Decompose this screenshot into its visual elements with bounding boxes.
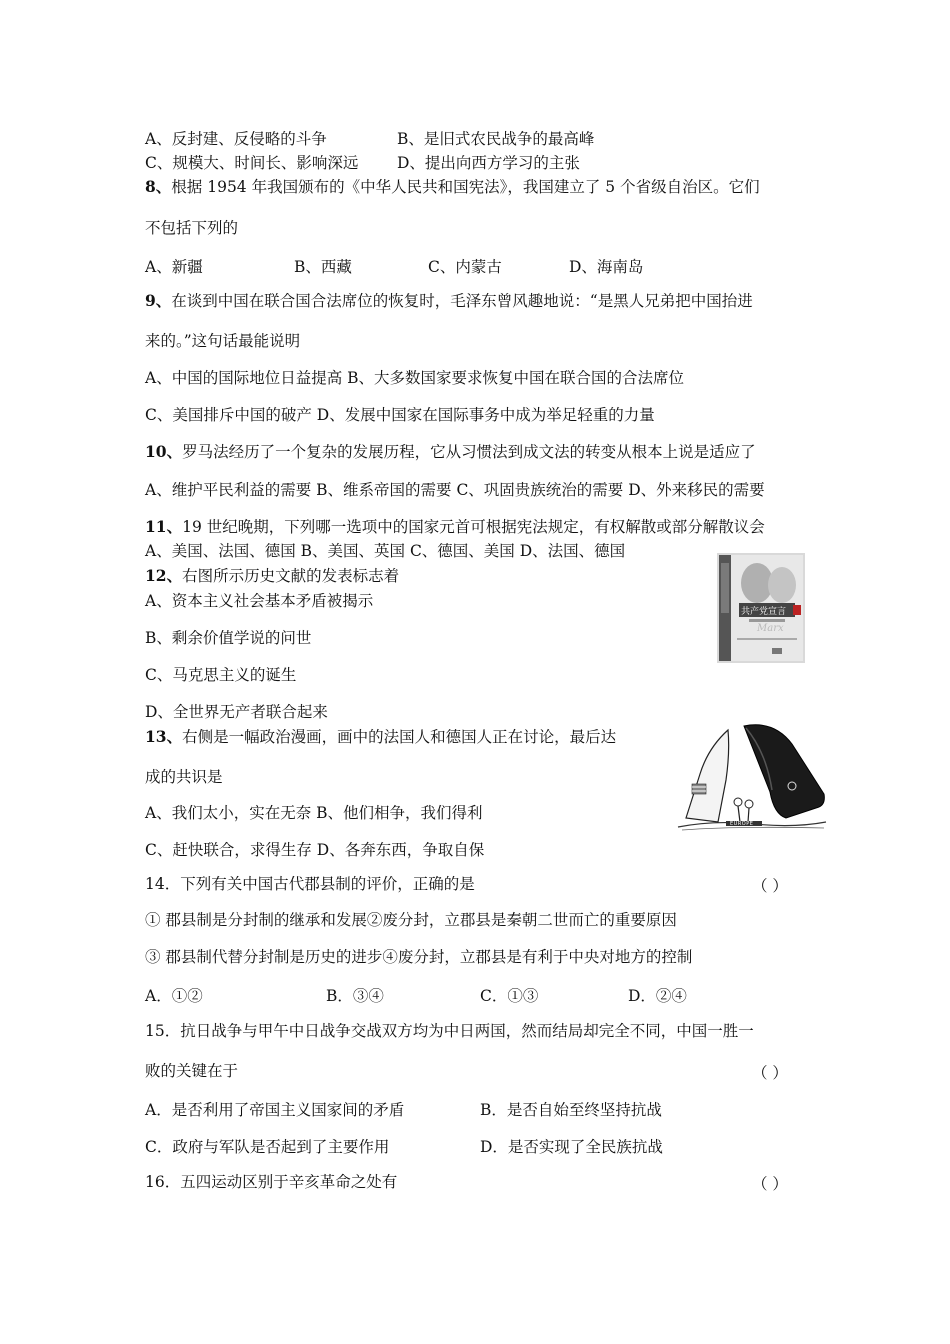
q12-number: 12、	[145, 566, 183, 585]
q11-number: 11、	[145, 517, 183, 536]
q12-option-c: C、马克思主义的诞生	[145, 666, 297, 684]
q12-stem-text: 右图所示历史文献的发表标志着	[182, 567, 400, 585]
q14-stem: 14．下列有关中国古代郡县制的评价，正确的是	[145, 875, 475, 893]
q13-number: 13、	[145, 727, 183, 746]
q8-stem-line2: 不包括下列的	[145, 219, 239, 237]
q8-stem-line1	[145, 177, 760, 197]
q12-option-d: D、全世界无产者联合起来	[145, 703, 328, 721]
book-spine-text: Marx	[757, 623, 784, 634]
q9-number: 9、	[145, 291, 172, 310]
q12-stem	[145, 566, 399, 586]
q13-stem-line1	[145, 727, 616, 747]
manifesto-book-image	[717, 553, 805, 663]
q10-stem	[145, 442, 756, 462]
q16-answer-blank: （ ）	[752, 1175, 788, 1193]
q13-stem-text: 右侧是一幅政治漫画，画中的法国人和德国人正在讨论，最后达	[182, 728, 617, 746]
q14-statements-line1: ① 郡县制是分封制的继承和发展②废分封，立郡县是秦朝二世而亡的重要原因	[145, 911, 677, 929]
q11-options: A、美国、法国、德国 B、美国、英国 C、德国、美国 D、法国、德国	[145, 542, 626, 560]
q8-option-d: D、海南岛	[569, 258, 644, 276]
q11-stem-text: 19 世纪晚期，下列哪一选项中的国家元首可根据宪法规定，有权解散或部分解散议会	[182, 518, 765, 536]
q8-option-b: B、西藏	[294, 258, 352, 276]
q12-option-b: B、剩余价值学说的问世	[145, 629, 312, 647]
q13-options-line2: C、赶快联合，求得生存 D、各奔东西，争取自保	[145, 841, 485, 859]
q10-options: A、维护平民利益的需要 B、维系帝国的需要 C、巩固贵族统治的需要 D、外来移民的需要	[145, 481, 765, 499]
q14-statements-line2: ③ 郡县制代替分封制是历史的进步④废分封，立郡县是有利于中央对地方的控制	[145, 948, 693, 966]
q9-stem-line1	[145, 291, 753, 311]
q12-option-a: A、资本主义社会基本矛盾被揭示	[145, 592, 374, 610]
cartoon-label-text: EUROPE	[730, 821, 754, 827]
q8-option-c: C、内蒙古	[428, 258, 502, 276]
q7-option-a: A、反封建、反侵略的斗争	[145, 130, 327, 148]
q14-option-c: C．①③	[480, 987, 539, 1005]
q10-number: 10、	[145, 442, 183, 461]
q15-answer-blank: （ ）	[752, 1064, 788, 1082]
q7-option-b: B、是旧式农民战争的最高峰	[397, 130, 595, 148]
q15-stem-line2: 败的关键在于	[145, 1062, 239, 1080]
q16-stem: 16．五四运动区别于辛亥革命之处有	[145, 1173, 398, 1191]
q15-option-c: C．政府与军队是否起到了主要作用	[145, 1138, 390, 1156]
q9-options-line1: A、中国的国际地位日益提高 B、大多数国家要求恢复中国在联合国的合法席位	[145, 369, 685, 387]
q9-stem-text: 在谈到中国在联合国合法席位的恢复时，毛泽东曾风趣地说：“是黑人兄弟把中国抬进	[171, 292, 753, 310]
q8-option-a: A、新疆	[145, 258, 203, 276]
book-title-text: 共产党宣言	[741, 607, 787, 617]
q15-option-d: D．是否实现了全民族抗战	[480, 1138, 663, 1156]
political-cartoon-image	[674, 722, 830, 834]
q10-stem-text: 罗马法经历了一个复杂的发展历程，它从习惯法到成文法的转变从根本上说是适应了	[182, 443, 756, 461]
q11-stem	[145, 517, 765, 537]
q14-option-b: B．③④	[326, 987, 384, 1005]
q8-stem-text: 根据 1954 年我国颁布的《中华人民共和国宪法》，我国建立了 5 个省级自治区。它们	[171, 178, 760, 196]
q15-stem-line1: 15．抗日战争与甲午中日战争交战双方均为中日两国，然而结局却完全不同，中国一胜一	[145, 1022, 754, 1040]
q15-option-a: A．是否利用了帝国主义国家间的矛盾	[145, 1101, 405, 1119]
q14-option-a: A．①②	[145, 987, 203, 1005]
q14-answer-blank: （ ）	[752, 877, 788, 895]
q15-option-b: B．是否自始至终坚持抗战	[480, 1101, 662, 1119]
q13-stem-line2: 成的共识是	[145, 768, 223, 786]
q14-option-d: D．②④	[628, 987, 687, 1005]
q8-number: 8、	[145, 177, 172, 196]
q13-options-line1: A、我们太小，实在无奈 B、他们相争，我们得利	[145, 804, 483, 822]
q7-option-d: D、提出向西方学习的主张	[397, 154, 580, 172]
q9-options-line2: C、美国排斥中国的破产 D、发展中国家在国际事务中成为举足轻重的力量	[145, 406, 655, 424]
q7-option-c: C、规模大、时间长、影响深远	[145, 154, 359, 172]
q9-stem-line2: 来的。”这句话最能说明	[145, 332, 301, 350]
